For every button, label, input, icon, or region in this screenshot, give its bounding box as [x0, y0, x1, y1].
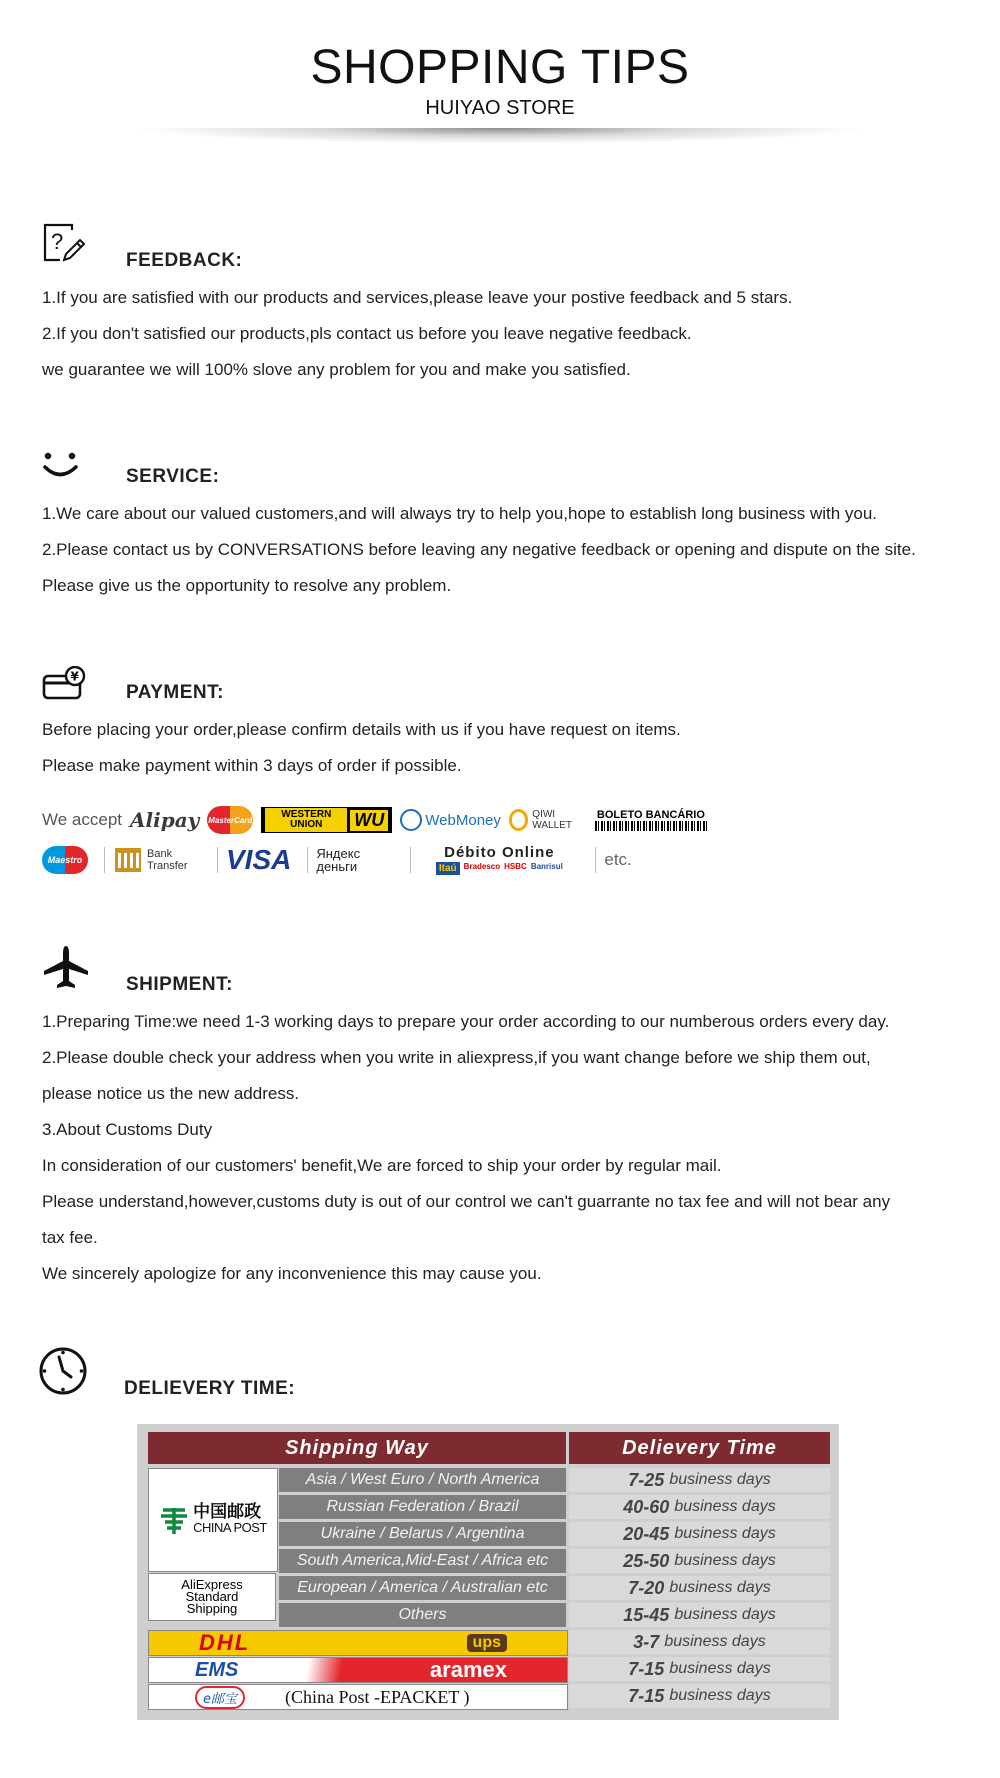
china-post-en: CHINA POST: [193, 1520, 267, 1535]
logo-separator: [217, 847, 218, 873]
delivery-time-table: [137, 1424, 839, 1720]
time-value: 25-50: [623, 1550, 670, 1571]
payment-title: PAYMENT:: [126, 682, 224, 703]
visa-logo: VISA: [226, 844, 292, 875]
time-value: 7-20: [628, 1577, 665, 1598]
way-cell: Others: [279, 1603, 566, 1627]
time-unit: business days: [669, 1579, 771, 1596]
feedback-line: 1.If you are satisfied with our products and services,please leave your postive feedback and 5 stars.: [42, 288, 793, 307]
time-cell: [569, 1684, 830, 1708]
dhl-ups-logo: [148, 1630, 568, 1656]
time-cell: [569, 1468, 830, 1492]
col-header-delivery-time: Delievery Time: [569, 1432, 830, 1464]
store-name: HUIYAO STORE: [425, 97, 575, 119]
payment-logos-row-2: [42, 842, 640, 878]
svg-text:¥: ¥: [70, 669, 79, 684]
time-cell: [569, 1657, 830, 1681]
western-union-text: WESTERN UNION: [265, 808, 347, 832]
payment-line: Please make payment within 3 days of order if possible.: [42, 756, 462, 775]
time-unit: business days: [674, 1498, 776, 1515]
way-cell: Ukraine / Belarus / Argentina: [279, 1522, 566, 1546]
logo-separator: [104, 847, 105, 873]
ems-logo: EMS: [195, 1658, 239, 1681]
we-accept-label: We accept: [42, 810, 123, 829]
payment-text: [42, 712, 681, 784]
time-value: 7-15: [628, 1685, 665, 1706]
service-line: 1.We care about our valued customers,and will always try to help you,hope to establish long business with you.: [42, 504, 878, 523]
way-cell: Asia / West Euro / North America: [279, 1468, 566, 1492]
bank-logos: [436, 862, 563, 875]
epacket-logo: [148, 1684, 568, 1710]
service-text: [42, 496, 916, 604]
alipay-logo: Alipay: [130, 808, 200, 832]
western-union-logo: [261, 807, 392, 833]
smile-icon: [42, 450, 82, 486]
itau-logo: Itaú: [436, 862, 460, 875]
shipment-line: 1.Preparing Time:we need 1-3 working days to prepare your order according to our numberous orders every day.: [42, 1012, 890, 1031]
webmoney-text: WebMoney: [425, 811, 501, 829]
time-unit: business days: [669, 1471, 771, 1488]
shipment-title: SHIPMENT:: [126, 974, 233, 995]
qiwi-text: QIWI WALLET: [532, 809, 572, 831]
time-unit: business days: [674, 1525, 776, 1542]
maestro-logo: Maestro: [42, 846, 88, 874]
time-cell: [569, 1549, 830, 1573]
banrisul-logo: Banrisul: [530, 862, 563, 871]
bank-transfer-text: Bank Transfer: [147, 848, 188, 872]
etc-label: etc.: [604, 850, 632, 869]
boleto-logo: [595, 805, 707, 835]
time-unit: business days: [674, 1606, 776, 1623]
service-title: SERVICE:: [126, 466, 220, 487]
china-post-text: [193, 1504, 267, 1536]
service-section: [42, 450, 982, 610]
aramex-logo: aramex: [429, 1657, 507, 1682]
delivery-section: [42, 1346, 982, 1406]
time-unit: business days: [669, 1687, 771, 1704]
time-cell: [569, 1495, 830, 1519]
debito-text: Débito Online: [444, 844, 555, 861]
time-value: 20-45: [623, 1523, 670, 1544]
shipment-line: please notice us the new address.: [42, 1084, 300, 1103]
barcode-graphic: [595, 821, 707, 831]
hsbc-logo: HSBC: [504, 862, 527, 871]
way-cell: European / America / Australian etc: [279, 1576, 566, 1600]
page-header: [0, 40, 1000, 120]
card-yen-icon: [42, 666, 90, 702]
payment-line: Before placing your order,please confirm details with us if you have request on items.: [42, 720, 681, 739]
china-post-cn: 中国邮政: [193, 1502, 262, 1522]
yandex-money-logo: Яндекс деньги: [316, 846, 361, 874]
china-post-logo: [148, 1468, 278, 1572]
feedback-line: we guarantee we will 100% slove any problem for you and make you satisfied.: [42, 360, 631, 379]
feedback-title: FEEDBACK:: [126, 250, 243, 271]
epacket-text: (China Post -EPACKET ): [285, 1686, 470, 1707]
time-unit: business days: [669, 1660, 771, 1677]
shipment-line: Please understand,however,customs duty is out of our control we can't guarrante no tax fee and will not bear any: [42, 1192, 891, 1211]
shipment-text: [42, 1004, 890, 1292]
logo-separator: [410, 847, 411, 873]
bradesco-logo: Bradesco: [463, 862, 501, 871]
svg-text:?: ?: [51, 229, 64, 254]
time-value: 7-25: [628, 1469, 665, 1490]
time-cell: [569, 1522, 830, 1546]
logo-separator: [307, 847, 308, 873]
epacket-icon: e邮宝: [195, 1686, 245, 1709]
header-divider: [130, 128, 870, 144]
delivery-title: DELIEVERY TIME:: [124, 1378, 296, 1399]
time-cell: [569, 1603, 830, 1627]
time-value: 7-15: [628, 1658, 665, 1679]
mastercard-logo: MasterCard: [207, 806, 253, 834]
time-unit: business days: [674, 1552, 776, 1569]
shipment-line: 2.Please double check your address when you write in aliexpress,if you want change before we ship them out,: [42, 1048, 871, 1067]
time-value: 15-45: [623, 1604, 670, 1625]
shipment-line: We sincerely apologize for any inconvenience this may cause you.: [42, 1264, 542, 1283]
payment-methods-logos: [42, 800, 752, 880]
feedback-section: [42, 222, 982, 382]
wu-text: WU: [350, 810, 388, 831]
aliexpress-standard-label: AliExpress Standard Shipping: [148, 1573, 276, 1621]
way-cell: South America,Mid-East / Africa etc: [279, 1549, 566, 1573]
shipment-line: 3.About Customs Duty: [42, 1120, 213, 1139]
payment-section: [42, 666, 982, 790]
shipment-line: In consideration of our customers' benefit,We are forced to ship your order by regular mail.: [42, 1156, 722, 1175]
way-cell: Russian Federation / Brazil: [279, 1495, 566, 1519]
col-header-shipping-way: Shipping Way: [148, 1432, 566, 1464]
china-post-emblem: [159, 1504, 189, 1536]
clock-icon: [38, 1346, 88, 1396]
dhl-logo: DHL: [199, 1630, 251, 1655]
boleto-text: BOLETO BANCÁRIO: [596, 809, 705, 821]
payment-logos-row-1: [42, 802, 715, 838]
time-value: 3-7: [633, 1631, 660, 1652]
shipment-line: tax fee.: [42, 1228, 98, 1247]
ups-logo: ups: [467, 1634, 507, 1652]
time-cell: [569, 1630, 830, 1654]
service-line: Please give us the opportunity to resolve any problem.: [42, 576, 452, 595]
debito-online-logo: [419, 844, 579, 876]
page-title: SHOPPING TIPS: [310, 41, 690, 94]
service-line: 2.Please contact us by CONVERSATIONS before leaving any negative feedback or opening and dispute on the site.: [42, 540, 916, 559]
shipment-section: [42, 944, 982, 1294]
time-cell: [569, 1576, 830, 1600]
feedback-line: 2.If you don't satisfied our products,pls contact us before you leave negative feedback.: [42, 324, 692, 343]
feedback-text: [42, 280, 792, 388]
bank-transfer-logo: [113, 846, 201, 874]
time-unit: business days: [664, 1633, 766, 1650]
airplane-icon: [42, 944, 90, 992]
question-edit-icon: [42, 222, 86, 264]
ems-aramex-logo: [148, 1657, 568, 1683]
qiwi-logo: [509, 806, 587, 834]
webmoney-logo: [400, 806, 501, 834]
time-value: 40-60: [623, 1496, 670, 1517]
logo-separator: [595, 847, 596, 873]
bank-icon: [115, 848, 141, 872]
